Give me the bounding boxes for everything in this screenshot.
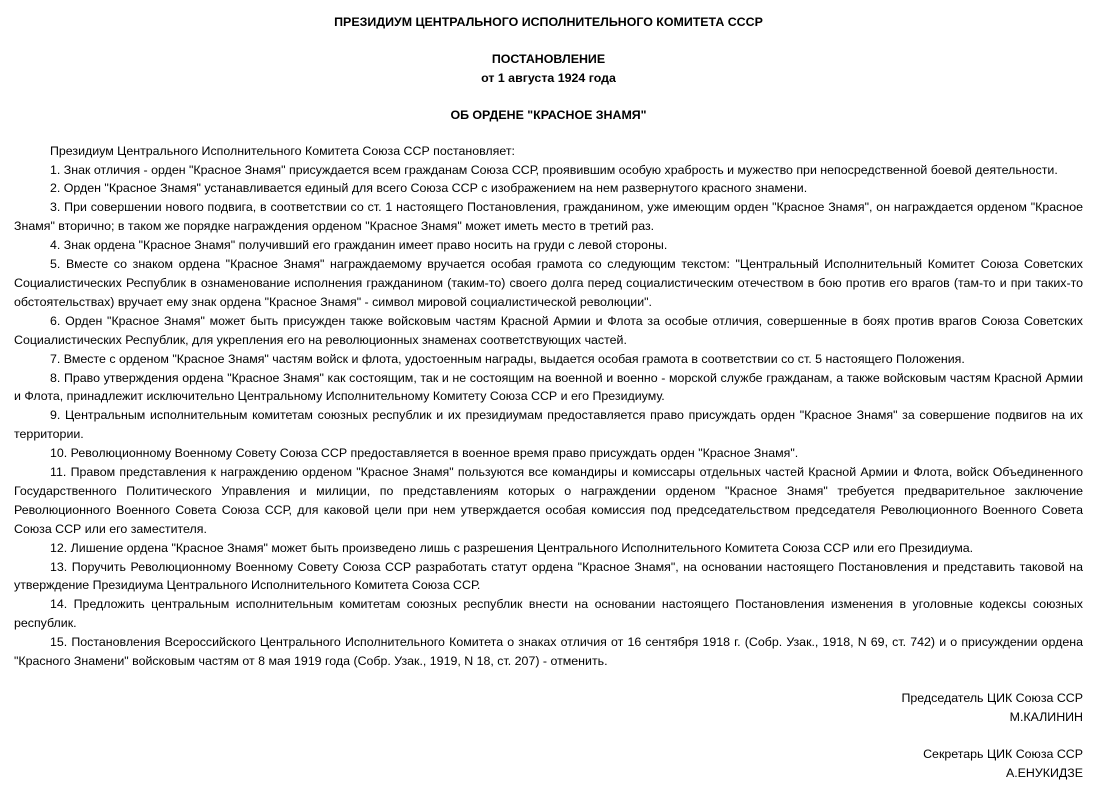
clause-10: 10. Революционному Военному Совету Союза ССР предоставляется в военное время право присуждать орден "Красное Знамя".: [50, 446, 799, 461]
clause-8: 8. Право утверждения ордена "Красное Знамя" как состоящим, так и не состоящим на военной и военно - морской службе гражданам, а также войсковым частям Красной Армии и Флота, принадлежит исключительно Центральному Исполнительному Комитету Союза ССР и его Президиуму.: [14, 370, 1083, 404]
clause-11: 11. Правом представления к награждению орденом "Красное Знамя" пользуются все командиры и комиссары отдельных частей Красной Армии и Флота, войск Объединенного Государственного Политического Управления и милиции, по представлениям которых о награждении орденом "Красное Знамя" требуется предварительное заключение Революционного Военного Совета Союза ССР, для каковой цели при нем утверждается особая комиссия под председательством председателя Революционного Военного Совета Союза ССР или его заместителя.: [14, 465, 1083, 536]
document-type-heading: ПОСТАНОВЛЕНИЕ: [491, 51, 606, 66]
intro-paragraph: Президиум Центрального Исполнительного Комитета Союза ССР постановляет:: [50, 143, 515, 158]
signatures: [14, 689, 1083, 783]
signature-name: А.ЕНУКИДЗЕ: [1005, 765, 1083, 780]
signature-secretary: [14, 745, 1083, 783]
clause-3: 3. При совершении нового подвига, в соответствии со ст. 1 настоящего Постановления, гражданином, уже имеющим орден "Красное Знамя", он награждается орденом "Красное Знамя" вторично; в таком же порядке награждения орденом "Красное Знамя" может иметь место в третий раз.: [14, 200, 1083, 234]
clause-12: 12. Лишение ордена "Красное Знамя" может быть произведено лишь с разрешения Центрального Исполнительного Комитета Союза ССР или его Президиума.: [50, 540, 974, 555]
clause-5: 5. Вместе со знаком ордена "Красное Знамя" награждаемому вручается особая грамота со следующим текстом: "Центральный Исполнительный Комитет Союза Советских Социалистических Республик в ознаменование исполнения гражданином (таким-то) своего долга перед социалистическим отечеством в бою против его врагов (там-то и при таких-то обстоятельствах) вручает ему знак ордена "Красное Знамя" - символ мировой социалистической революции".: [14, 257, 1083, 309]
clause-1: 1. Знак отличия - орден "Красное Знамя" присуждается всем гражданам Союза ССР, проявившим особую храбрость и мужество при непосредственной боевой деятельности.: [50, 162, 1058, 177]
signature-position: Секретарь ЦИК Союза ССР: [923, 746, 1083, 761]
document-subject-heading: ОБ ОРДЕНЕ "КРАСНОЕ ЗНАМЯ": [450, 107, 647, 122]
organization-heading: ПРЕЗИДИУМ ЦЕНТРАЛЬНОГО ИСПОЛНИТЕЛЬНОГО КОМИТЕТА СССР: [334, 15, 763, 29]
signature-chairman: [14, 689, 1083, 727]
clause-13: 13. Поручить Революционному Военному Совету Союза ССР разработать статут ордена "Красное Знамя", на основании настоящего Постановления и представить таковой на утверждение Президиума Центрального Исполнительного Комитета Союза ССР.: [14, 559, 1083, 593]
clause-6: 6. Орден "Красное Знамя" может быть присужден также войсковым частям Красной Армии и Флота за особые отличия, совершенные в боях против врагов Союза Советских Социалистических Республик, для укрепления его на революционных знаменах соответствующих частей.: [14, 313, 1083, 347]
clause-15: 15. Постановления Всероссийского Центрального Исполнительного Комитета о знаках отличия от 16 сентября 1918 г. (Собр. Узак., 1918, N 69, ст. 742) и о присуждении ордена "Красного Знамени" войсковым частям от 8 мая 1919 года (Собр. Узак., 1919, N 18, ст. 207) - отменить.: [14, 635, 1083, 669]
clause-2: 2. Орден "Красное Знамя" устанавливается единый для всего Союза ССР с изображением на нем развернутого красного знамени.: [50, 181, 808, 196]
clause-7: 7. Вместе с орденом "Красное Знамя" частям войск и флота, удостоенным награды, выдается особая грамота в соответствии со ст. 5 настоящего Положения.: [50, 351, 965, 366]
clause-14: 14. Предложить центральным исполнительным комитетам союзных республик внести на основании настоящего Постановления изменения в уголовные кодексы союзных республик.: [14, 597, 1083, 631]
signature-position: Председатель ЦИК Союза ССР: [901, 691, 1083, 705]
document-date: от 1 августа 1924 года: [481, 70, 616, 85]
document-body: [14, 142, 1083, 671]
signature-name: М.КАЛИНИН: [1009, 709, 1083, 724]
clause-4: 4. Знак ордена "Красное Знамя" получивший его гражданин имеет право носить на груди с левой стороны.: [50, 238, 668, 253]
clause-9: 9. Центральным исполнительным комитетам союзных республик и их президиумам предоставляется право присуждать орден "Красное Знамя" за совершение подвигов на их территории.: [14, 408, 1083, 442]
